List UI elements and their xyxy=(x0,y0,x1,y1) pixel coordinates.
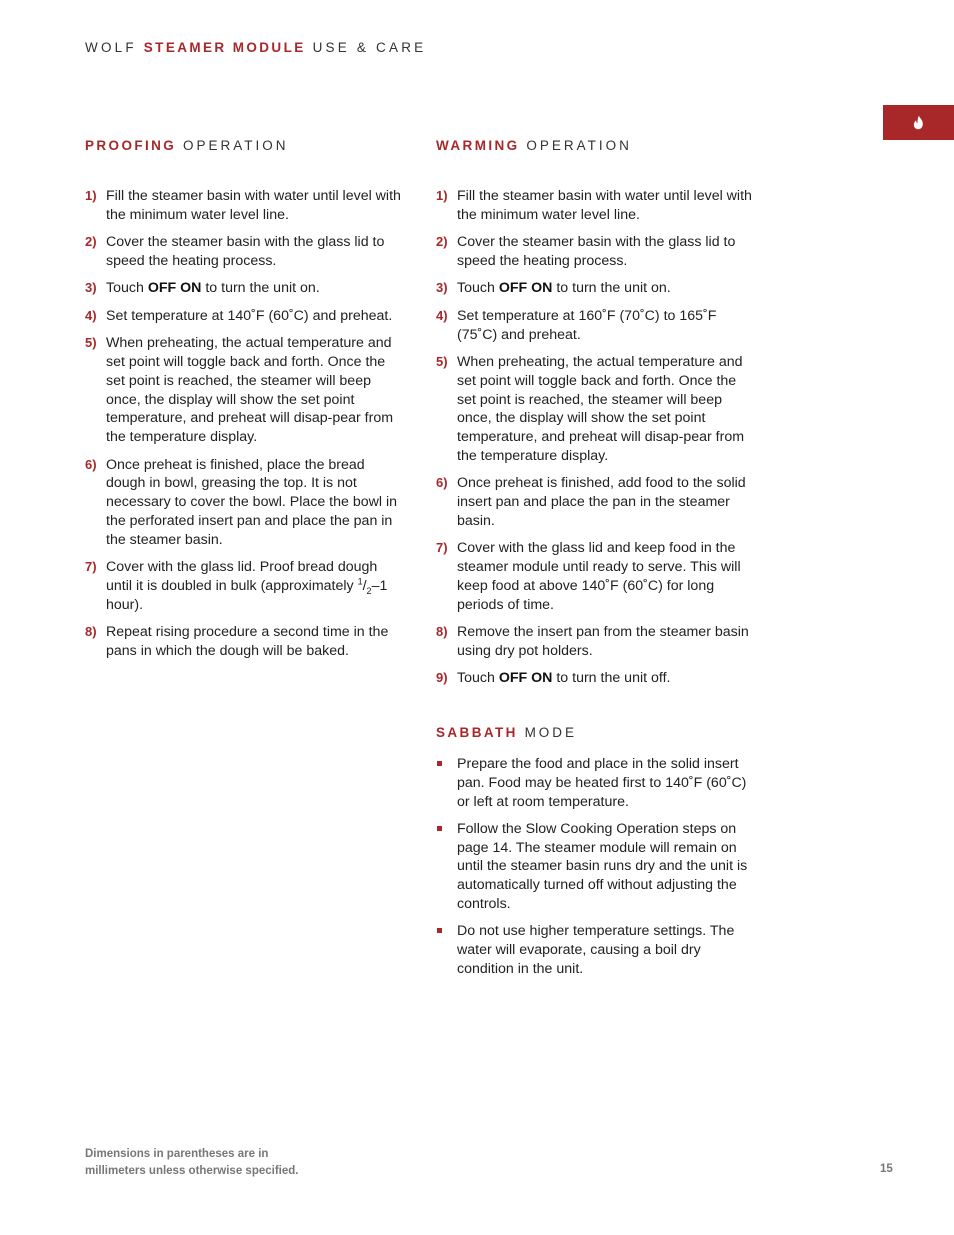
list-item xyxy=(85,307,407,326)
fraction-denominator: 2 xyxy=(366,585,372,596)
section-tab xyxy=(883,105,954,140)
step-text-post: –1 hour). xyxy=(106,577,388,613)
step-text xyxy=(106,279,407,298)
proofing-title-accent: PROOFING xyxy=(85,138,177,153)
list-item xyxy=(436,474,758,530)
running-header xyxy=(85,40,426,55)
list-item xyxy=(436,820,758,914)
list-item xyxy=(436,539,758,614)
step-text xyxy=(457,669,758,688)
sabbath-title xyxy=(436,725,758,741)
fraction-numerator: 1 xyxy=(357,576,363,587)
list-item xyxy=(436,307,758,345)
list-item xyxy=(85,334,407,447)
flame-icon xyxy=(912,115,925,130)
list-item xyxy=(85,233,407,271)
step-number: 5) xyxy=(436,353,448,369)
step-number: 3) xyxy=(85,280,97,296)
list-item xyxy=(85,456,407,550)
step-number: 7) xyxy=(85,559,97,575)
sabbath-bullets xyxy=(436,755,758,979)
proofing-title xyxy=(85,138,407,154)
list-item xyxy=(436,922,758,978)
step-text: Once preheat is finished, place the bread dough in bowl, greasing the top. It is not necessary to cover the bowl. Place the bowl in the perforated insert pan and place the pan in the steamer basin. xyxy=(106,456,397,548)
warming-title-rest: OPERATION xyxy=(526,138,632,153)
step-text-pre: Touch xyxy=(106,280,148,297)
list-item xyxy=(85,187,407,225)
step-text-pre: Touch xyxy=(457,670,499,687)
step-text: Cover with the glass lid. Proof bread dough until it is doubled in bulk (approximately $^1/_2-1$ hour). xyxy=(106,559,388,613)
list-item xyxy=(436,755,758,811)
step-number: 1) xyxy=(436,188,448,203)
footer-note-line2: millimeters unless otherwise specified. xyxy=(85,1165,299,1177)
step-number: 3) xyxy=(436,280,448,296)
step-text: Remove the insert pan from the steamer basin using dry pot holders. xyxy=(457,624,749,659)
step-text: Repeat rising procedure a second time in the pans in which the dough will be baked. xyxy=(106,624,389,659)
step-number: 8) xyxy=(436,624,448,640)
sabbath-section xyxy=(436,725,758,979)
sabbath-title-rest: MODE xyxy=(524,725,578,741)
sabbath-title-accent: SABBATH xyxy=(436,725,518,741)
list-item xyxy=(85,623,407,661)
off-on-label: OFF ON xyxy=(147,280,202,297)
bullet-square-icon xyxy=(436,922,457,978)
warming-steps xyxy=(436,187,758,688)
step-text-pre: Touch xyxy=(457,280,499,297)
warming-title-accent: WARMING xyxy=(436,138,520,153)
step-number: 2) xyxy=(436,234,448,250)
off-on-label: OFF ON xyxy=(498,280,553,297)
list-item xyxy=(436,353,758,466)
step-text: Cover the steamer basin with the glass lid to speed the heating process. xyxy=(457,234,736,269)
step-number: 5) xyxy=(85,335,97,351)
proofing-section xyxy=(85,138,407,669)
bullet-text: Prepare the food and place in the solid insert pan. Food may be heated first to 140˚F (60˚C) or left at room temperature. xyxy=(457,756,747,810)
step-text-post: to turn the unit off. xyxy=(552,670,671,687)
bullet-text: Follow the Slow Cooking Operation steps on page 14. The steamer module will remain on until the steamer basin runs dry and the unit is automatically turned off without adjusting the controls. xyxy=(457,820,748,913)
list-item xyxy=(85,558,407,614)
step-text xyxy=(457,279,758,298)
list-item xyxy=(436,233,758,271)
bullet-square-icon xyxy=(436,755,457,811)
proofing-steps xyxy=(85,187,407,661)
step-number: 6) xyxy=(436,475,448,491)
list-item xyxy=(436,669,758,688)
warming-title xyxy=(436,138,758,154)
step-number: 4) xyxy=(436,307,448,323)
step-number: 2) xyxy=(85,234,97,250)
off-on-label: OFF ON xyxy=(498,670,553,687)
list-item xyxy=(436,187,758,225)
proofing-title-rest: OPERATION xyxy=(182,138,289,153)
step-text: When preheating, the actual temperature and set point will toggle back and forth. Once the set point is reached, the steamer will beep once, the display will show the set point temperature, and preheat will disap-pear from the temperature display. xyxy=(457,353,745,464)
list-item xyxy=(85,279,407,298)
step-text: Set temperature at 140˚F (60˚C) and preheat. xyxy=(106,307,393,324)
step-number: 4) xyxy=(85,307,97,323)
page-number: 15 xyxy=(880,1163,893,1175)
bullet-text: Do not use higher temperature settings. The water will evaporate, causing a boil dry condition in the unit. xyxy=(457,923,735,977)
step-text: Cover with the glass lid and keep food in the steamer module until ready to serve. This will keep food at above 140˚F (60˚C) for long periods of time. xyxy=(457,540,741,613)
step-text-post: to turn the unit on. xyxy=(552,280,671,297)
list-item xyxy=(436,623,758,661)
footer-note xyxy=(85,1146,298,1180)
header-suffix: USE & CARE xyxy=(312,40,427,55)
step-number: 9) xyxy=(436,670,448,686)
warming-section xyxy=(436,138,758,987)
header-brand: WOLF xyxy=(85,40,137,55)
header-product: STEAMER MODULE xyxy=(143,40,306,55)
bullet-square-icon xyxy=(436,820,457,914)
step-text: Cover the steamer basin with the glass lid to speed the heating process. xyxy=(106,234,385,269)
step-number: 7) xyxy=(436,540,448,556)
list-item xyxy=(436,279,758,298)
step-text: Set temperature at 160˚F (70˚C) to 165˚F (75˚C) and preheat. xyxy=(457,307,717,343)
step-text: Fill the steamer basin with water until level with the minimum water level line. xyxy=(457,188,752,223)
step-text: When preheating, the actual temperature and set point will toggle back and forth. Once the set point is reached, the steamer will beep once, the display will show the set point temperature, and preheat will disap-pear from the temperature display. xyxy=(106,335,394,446)
step-number: 1) xyxy=(85,188,97,203)
step-text: Fill the steamer basin with water until level with the minimum water level line. xyxy=(106,188,401,223)
step-text: Once preheat is finished, add food to the solid insert pan and place the pan in the steamer basin. xyxy=(457,475,746,529)
step-number: 8) xyxy=(85,624,97,640)
step-number: 6) xyxy=(85,456,97,472)
step-text-pre: Cover with the glass lid. Proof bread dough until it is doubled in bulk (approximately xyxy=(106,559,378,594)
step-text-post: to turn the unit on. xyxy=(201,280,320,297)
footer-note-line1: Dimensions in parentheses are in xyxy=(85,1148,269,1160)
